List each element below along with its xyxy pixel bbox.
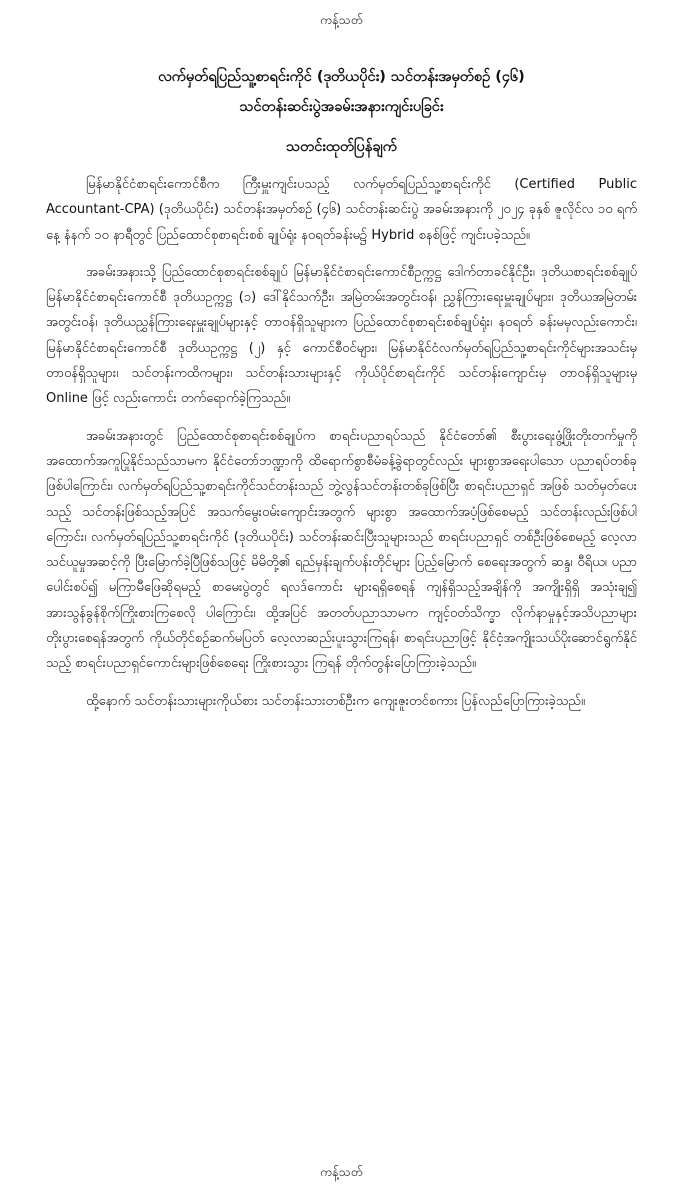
paragraph-2: အခမ်းအနားသို့ ပြည်ထောင်စုစာရင်းစစ်ချုပ် မြန်မာနိုင်ငံစာရင်းကောင်စီဥက္ကဋ္ဌ ဒေါက်တာခင်နိုင်ဦး၊ ဒုတိယစာရင်းစစ်ချုပ် မြန်မာနိုင်ငံစာရင်းကောင်စီ ဒုတိယဥက္ကဋ္ဌ (၁) ဒေါ်နိုင်သက်ဦး၊ အမြဲတမ်းအတွင်းဝန်၊ ညွှန်ကြားရေးမှူးချုပ်များ၊ ဒုတိယအမြဲတမ်းအတွင်းဝန်၊ ဒုတိယညွှန်ကြားရေးမှူးချုပ်များနှင့် တာဝန်ရှိသူများက ပြည်ထောင်စုစာရင်းစစ်ချုပ်ရုံး၊ နဝရတ် ခန်းမမှလည်းကောင်း၊ မြန်မာနိုင်ငံစာရင်းကောင်စီ ဒုတိယဥက္ကဋ္ဌ (၂) နှင့် ကောင်စီဝင်များ၊ မြန်မာနိုင်ငံလက်မှတ်ရပြည်သူ့စာရင်းကိုင်များအသင်းမှ တာဝန်ရှိသူများ၊ သင်တန်းကထိကများ၊ သင်တန်းသားများနှင့် ကိုယ်ပိုင်စာရင်းကိုင် သင်တန်းကျောင်းမှ တာဝန်ရှိသူများမှ Online ဖြင့် လည်းကောင်း တက်ရောက်ခဲ့ကြသည်။ xyxy=(46,264,637,407)
paragraph-3: အခမ်းအနားတွင် ပြည်ထောင်စုစာရင်းစစ်ချုပ်က စာရင်းပညာရပ်သည် နိုင်ငံတော်၏ စီးပွားရေးဖွံ့ဖြိုးတိုးတက်မှုကို အထောက်အကူပြုနိုင်သည်သာမက နိုင်ငံတော်ဘဏ္ဍာကို ထိရောက်စွာစီမံခန့်ခွဲရာတွင်လည်း များစွာအရေးပါသော ပညာရပ်တစ်ခုဖြစ်ပါကြောင်း၊ လက်မှတ်ရပြည်သူ့စာရင်းကိုင်သင်တန်းသည် ဘွဲ့လွန်သင်တန်းတစ်ခုဖြစ်ပြီး စာရင်းပညာရှင် အဖြစ် သတ်မှတ်ပေးသည့် သင်တန်းဖြစ်သည့်အပြင် အသက်မွေးဝမ်းကျောင်းအတွက် များစွာ အထောက်အပံ့ဖြစ်စေမည့် သင်တန်းလည်းဖြစ်ပါကြောင်း၊ လက်မှတ်ရပြည်သူ့စာရင်းကိုင် (ဒုတိယပိုင်း) သင်တန်းဆင်းပြီးသူများသည် စာရင်းပညာရှင် တစ်ဦးဖြစ်စေမည့် လေ့လာ သင်ယူမှုအဆင့်ကို ပြီးမြောက်ခဲ့ပြီဖြစ်သဖြင့် မိမိတို့၏ ရည်မှန်းချက်ပန်းတိုင်များ ပြည့်မြောက် စေရေးအတွက် ဆန္ဒ၊ ဝီရိယ၊ ပညာပေါင်းစပ်၍ မကြာမီဖြေဆိုရမည့် စာမေးပွဲတွင် ရလဒ်ကောင်း များရရှိစေရန် ကျန်ရှိသည့်အချိန်ကို အကျိုးရှိရှိ အသုံးချ၍ အားသွန်ခွန်စိုက်ကြိုးစားကြစေလို ပါကြောင်း၊ ထို့အပြင် အတတ်ပညာသာမက ကျင့်ဝတ်သိက္ခာ လိုက်နာမှုနှင့်အသိပညာများ တိုးပွားစေရန်အတွက် ကိုယ်တိုင်စဉ်ဆက်မပြတ် လေ့လာဆည်းပူးသွားကြရန်၊ စာရင်းပညာဖြင့် နိုင်ငံ့အကျိုးသယ်ပိုးဆောင်ရွက်နိုင်သည့် စာရင်းပညာရှင်ကောင်းများဖြစ်စေရေး ကြိုးစားသွား ကြရန် တိုက်တွန်းပြောကြားခဲ့သည်။ xyxy=(46,428,637,672)
document-subtitle: သင်တန်းဆင်းပွဲအခမ်းအနားကျင်းပခြင်း xyxy=(239,99,444,115)
document-title: လက်မှတ်ရပြည်သူ့စာရင်းကိုင် (ဒုတိယပိုင်း) သင်တန်းအမှတ်စဉ် (၄၆) xyxy=(158,69,525,85)
footer-classification: ကန့်သတ် xyxy=(320,1164,363,1179)
press-release-heading: သတင်းထုတ်ပြန်ချက် xyxy=(286,139,397,155)
document-body xyxy=(46,172,637,726)
paragraph-4: ထို့နောက် သင်တန်းသားများကိုယ်စား သင်တန်းသားတစ်ဦးက ကျေးဇူးတင်စကား ပြန်လည်ပြောကြားခဲ့သည်။ xyxy=(86,693,585,709)
paragraph-1: မြန်မာနိုင်ငံစာရင်းကောင်စီက ကြီးမှူးကျင်းပသည့် လက်မှတ်ရပြည်သူ့စာရင်းကိုင် (Certified Public Accountant-CPA) (ဒုတိယပိုင်း) သင်တန်းအမှတ်စဉ် (၄၆) သင်တန်းဆင်းပွဲ အခမ်းအနားကို ၂၀၂၄ ခုနှစ် ဇူလိုင်လ ၁၀ ရက်နေ့ နံနက် ၁၀ နာရီတွင် ပြည်ထောင်စုစာရင်းစစ် ချုပ်ရုံး နဝရတ်ခန်းမ၌ Hybrid စနစ်ဖြင့် ကျင်းပခဲ့သည်။ xyxy=(46,177,637,243)
header-classification: ကန့်သတ် xyxy=(320,12,363,27)
